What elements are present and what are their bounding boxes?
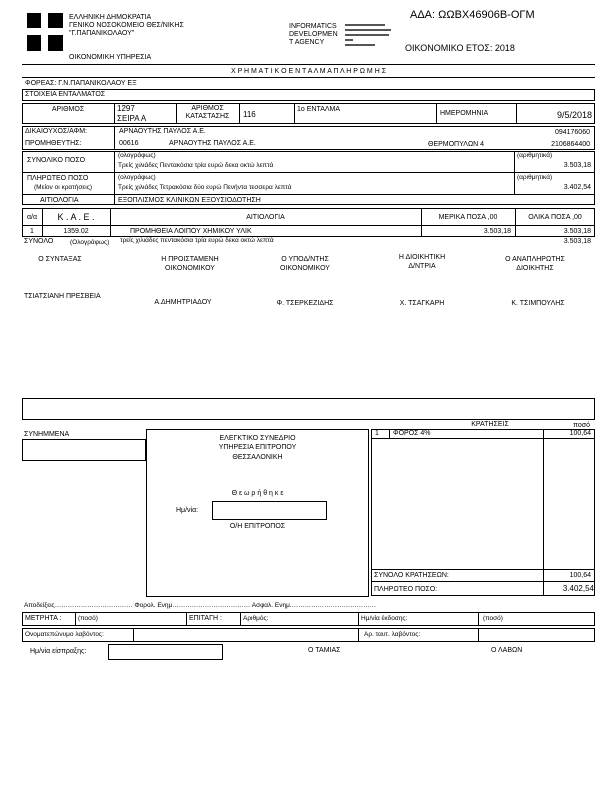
fiscal-year: ΟΙΚΟΝΟΜΙΚΟ ΕΤΟΣ: 2018 bbox=[405, 43, 515, 53]
check-label: ΕΠΙΤΑΓΗ : bbox=[189, 615, 222, 622]
seen-label: Θ ε ω ρ ή θ η κ ε bbox=[231, 490, 284, 497]
ada-number: ΑΔΑ: ΩΩΒΧ46906Β-ΟΓΜ bbox=[410, 9, 535, 21]
row-desc: ΠΡΟΜΗΘΕΙΑ ΛΟΙΠΟΥ ΧΗΜΙΚΟΥ ΥΛΙΚ bbox=[130, 228, 252, 235]
row-total: 3.503,18 bbox=[563, 228, 591, 235]
payable-final-value: 3.402,54 bbox=[562, 584, 594, 593]
aitiologia-label: ΑΙΤΙΟΛΟΓΙΑ bbox=[40, 197, 79, 204]
supplier-name: ΑΡΝΑΟΥΤΗΣ ΠΑΥΛΟΣ Α.Ε. bbox=[169, 140, 256, 147]
kratisi-value: 100,64 bbox=[569, 430, 591, 437]
total-value: 3.503,18 bbox=[563, 162, 591, 169]
check-value[interactable]: (ποσό) bbox=[483, 615, 503, 622]
sum-kratiseon-value: 100,64 bbox=[569, 572, 591, 579]
katastasi-label1: ΑΡΙΘΜΟΣ bbox=[191, 105, 224, 112]
role-proistameni: Η ΠΡΟΙΣΤΑΜΕΝΗ bbox=[161, 256, 219, 263]
cash-label: ΜΕΤΡΗΤΑ : bbox=[25, 615, 62, 622]
org-line2: ΓΕΝΙΚΟ ΝΟΣΟΚΟΜΕΙΟ ΘΕΣ/ΝΙΚΗΣ bbox=[69, 22, 184, 29]
payable-sub: (Μείον οι κρατήσεις) bbox=[34, 184, 92, 191]
role-dioikitiki-2: Δ/ΝΤΡΙΑ bbox=[408, 263, 436, 270]
audit-line2: ΥΠΗΡΕΣΙΑ ΕΠΙΤΡΟΠΟΥ bbox=[218, 444, 297, 451]
row-partial: 3.503,18 bbox=[483, 228, 511, 235]
role-proistameni-2: ΟΙΚΟΝΟΜΙΚΟΥ bbox=[165, 265, 215, 272]
col-aitiologia-header: ΑΙΤΙΟΛΟΓΙΑ bbox=[246, 214, 285, 221]
supplier-address: ΘΕΡΜΟΠΥΛΩΝ 4 bbox=[428, 141, 485, 148]
audit-date-field[interactable] bbox=[212, 501, 327, 520]
kratisi-name: ΦΟΡΟΣ 4% bbox=[393, 430, 431, 437]
poso-label: ποσό bbox=[573, 422, 590, 429]
sum-words-tag: (Ολογράφως) bbox=[70, 239, 110, 246]
sum-kratiseon-label: ΣΥΝΟΛΟ ΚΡΑΤΗΣΕΩΝ: bbox=[374, 572, 449, 579]
greek-cross-logo bbox=[27, 13, 63, 51]
blank-notes-box bbox=[22, 398, 595, 420]
sum-words: τρείς χιλιάδες πεντακόσια τρία ευρώ δεκα οκτώ λεπτά bbox=[120, 237, 274, 244]
payable-words: Τρείς χιλιάδες Τετρακόσια δύο ευρώ Πενήντα τεσσερα λεπτά bbox=[118, 184, 292, 191]
role-ypodntis: Ο ΥΠΟΔ/ΝΤΗΣ bbox=[281, 256, 329, 263]
col-partial-header: ΜΕΡΙΚΑ ΠΟΣΑ ,00 bbox=[438, 214, 498, 221]
receipt-date-label: Ημ/νία είσπραξης: bbox=[30, 648, 87, 655]
beneficiary-name: ΑΡΝΑΟΥΤΗΣ ΠΑΥΛΟΣ Α.Ε. bbox=[119, 128, 206, 135]
role-syntaksas: Ο ΣΥΝΤΑΞΑΣ bbox=[38, 256, 82, 263]
cashier-label: Ο ΤΑΜΙΑΣ bbox=[308, 647, 341, 654]
date-label: ΗΜΕΡΟΜΗΝΙΑ bbox=[440, 110, 489, 117]
entalma-label: 1ο ΕΝΤΑΛΜΑ bbox=[297, 106, 341, 113]
col-total-header: ΟΛΙΚΑ ΠΟΣΑ ,00 bbox=[528, 214, 582, 221]
check-number[interactable]: Αριθμός: bbox=[243, 615, 269, 622]
beneficiary-afm: 094176060 bbox=[554, 129, 590, 136]
row-kae: 1359.02 bbox=[63, 228, 89, 235]
audit-line1: ΕΛΕΓΚΤΙΚΟ ΣΥΝΕΔΡΙΟ bbox=[219, 435, 296, 442]
total-words: Τρείς χιλιάδες Πεντακόσια τρία ευρώ δεκα οκτώ λεπτά bbox=[118, 162, 274, 169]
kratisi-number: 1 bbox=[375, 430, 379, 437]
row-aa: 1 bbox=[30, 228, 34, 235]
documents-line: Αποδείξεις……………………………… Φορολ. Ενημ……………………………… Ασφαλ. Ενημ.………………………………… bbox=[24, 602, 377, 609]
section-title: ΣΤΟΙΧΕΙΑ ΕΝΤΑΛΜΑΤΟΣ bbox=[25, 91, 106, 98]
role-anaplirotis: Ο ΑΝΑΠΛΗΡΩΤΗΣ bbox=[505, 256, 565, 263]
payable-value: 3.402,54 bbox=[563, 184, 591, 191]
arithmos-label: ΑΡΙΘΜΟΣ bbox=[51, 106, 85, 113]
total-words-tag: (ολογράφως) bbox=[118, 152, 156, 159]
seira-value: ΣΕΙΡΑ Α bbox=[117, 114, 147, 123]
aitiologia-value: ΕΞΟΠΛΙΣΜΟΣ ΚΛΙΝΙΚΩΝ ΕΞΟΥΣΙΟΔΟΤΗΣΗ bbox=[118, 197, 261, 204]
audit-date-label: Ημ/νία: bbox=[176, 507, 199, 514]
payable-label: ΠΛΗΡΩΤΕΟ ΠΟΣΟ bbox=[27, 175, 89, 182]
payable-numbers-tag: (αριθμητικά) bbox=[517, 174, 553, 181]
role-dioikitiki: Η ΔΙΟΙΚΗΤΙΚΗ bbox=[398, 254, 446, 261]
arithmos-value: 1297 bbox=[117, 104, 135, 113]
kratiseis-label: ΚΡΑΤΗΣΕΙΣ bbox=[471, 421, 509, 428]
role-anaplirotis-2: ΔΙΟΙΚΗΤΗΣ bbox=[516, 265, 554, 272]
role-ypodntis-2: ΟΙΚΟΝΟΜΙΚΟΥ bbox=[280, 265, 330, 272]
katastasi-label2: ΚΑΤΑΣΤΑΣΗΣ bbox=[185, 113, 230, 120]
org-line1: ΕΛΛΗΝΙΚΗ ΔΗΜΟΚΡΑΤΙΑ bbox=[69, 14, 152, 21]
audit-line3: ΘΕΣΣΑΛΟΝΙΚΗ bbox=[232, 454, 283, 461]
signature-left-note: ΤΣΙΑΤΣΙΑΝΗ ΠΡΕΣΒΕΙΑ bbox=[24, 293, 101, 300]
signer-tserkezidis: Φ. ΤΣΕΡΚΕΖΙΔΗΣ bbox=[276, 300, 334, 307]
supplier-label: ΠΡΟΜΗΘΕΥΤΗΣ: bbox=[25, 140, 82, 147]
id-label: Αρ. ταυτ. λαβόντος: bbox=[364, 631, 421, 638]
supplier-phone: 2106864400 bbox=[551, 141, 590, 148]
ida-line2: DEVELOPMEN bbox=[289, 31, 338, 38]
attachments-label: ΣΥΝΗΜΜΕΝΑ bbox=[24, 431, 70, 438]
payable-final-label: ΠΛΗΡΩΤΕΟ ΠΟΣΟ: bbox=[374, 586, 438, 593]
foreas-line: ΦΟΡΕΑΣ: Γ.Ν.ΠΑΠΑΝΙΚΟΛΑΟΥ ΕΞ bbox=[25, 80, 137, 87]
ida-line1: INFORMATICS bbox=[289, 23, 337, 30]
col-kae-header: Κ . Α . Ε . bbox=[57, 212, 95, 222]
service-name: ΟΙΚΟΝΟΜΙΚΗ ΥΠΗΡΕΣΙΑ bbox=[69, 54, 152, 61]
total-label: ΣΥΝΟΛΙΚΟ ΠΟΣΟ bbox=[27, 157, 86, 164]
total-numbers-tag: (αριθμητικά) bbox=[517, 152, 553, 159]
col-aa-header: α/α bbox=[26, 214, 38, 221]
supplier-code: 00616 bbox=[119, 140, 139, 147]
document-title: Χ Ρ Η Μ Α Τ Ι Κ Ο Ε Ν Τ Α Λ Μ Α Π Λ Η Ρ Ω Μ Η Σ bbox=[230, 68, 387, 75]
attachments-box bbox=[22, 439, 146, 461]
ida-line3: T AGENCY bbox=[289, 39, 325, 46]
sum-label: ΣΥΝΟΛΟ bbox=[24, 238, 54, 245]
sum-value: 3.503,18 bbox=[563, 238, 591, 245]
date-value: 9/5/2018 bbox=[556, 110, 592, 120]
commissioner-label: Ο/Η ΕΠΙΤΡΟΠΟΣ bbox=[229, 523, 286, 530]
org-line3: "Γ.ΠΑΠΑΝΙΚΟΛΑΟΥ" bbox=[69, 30, 135, 37]
cash-value[interactable]: (ποσό) bbox=[78, 615, 98, 622]
kratiseis-box bbox=[371, 429, 595, 596]
receiver-label: Ονοματεπώνυμο λαβόντος: bbox=[25, 631, 104, 638]
signer-tsagkari: Χ. ΤΣΑΓΚΑΡΗ bbox=[399, 300, 445, 307]
katastasi-value: 116 bbox=[243, 110, 256, 119]
fine-print-stamp bbox=[345, 21, 393, 55]
check-issue-date[interactable]: Ημ/νία έκδοσης: bbox=[361, 615, 408, 622]
receiver-sign-label: Ο ΛΑΒΩΝ bbox=[491, 647, 523, 654]
beneficiary-label: ΔΙΚΑΙΟΥΧΟΣ/ΑΦΜ: bbox=[25, 128, 88, 135]
signer-dimitriadou: Α.ΔΗΜΗΤΡΙΑΔΟΥ bbox=[154, 299, 212, 306]
signer-tsimpoulis: Κ. ΤΣΙΜΠΟΥΛΗΣ bbox=[511, 300, 565, 307]
receipt-date-field[interactable] bbox=[108, 644, 223, 660]
payable-words-tag: (ολογράφως) bbox=[118, 174, 156, 181]
